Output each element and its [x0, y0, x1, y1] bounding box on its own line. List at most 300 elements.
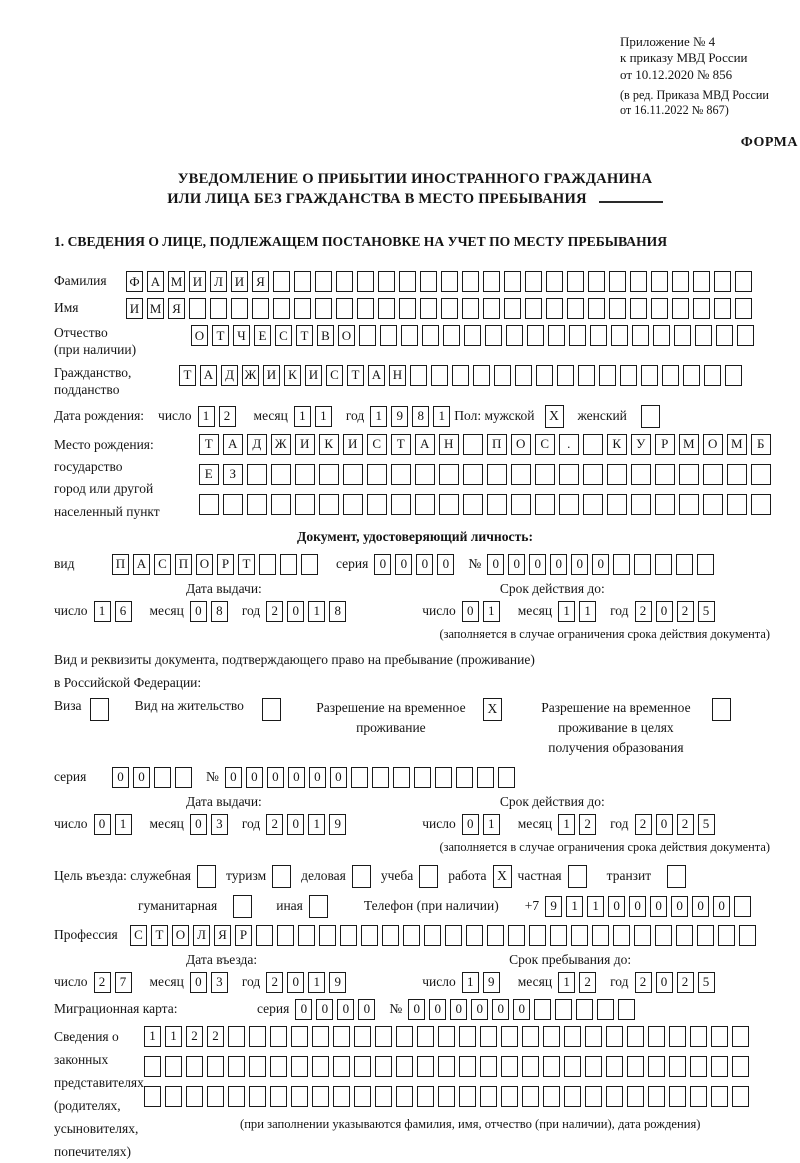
char-box[interactable]: [578, 365, 595, 386]
char-box[interactable]: [714, 298, 731, 319]
char-box[interactable]: Д: [221, 365, 238, 386]
char-box[interactable]: 0: [295, 999, 312, 1020]
char-box[interactable]: [739, 925, 756, 946]
char-box[interactable]: [277, 925, 294, 946]
char-box[interactable]: [569, 325, 586, 346]
char-box[interactable]: [456, 767, 473, 788]
char-box[interactable]: [301, 554, 318, 575]
char-box[interactable]: У: [631, 434, 651, 455]
char-box[interactable]: [525, 298, 542, 319]
char-box[interactable]: [252, 298, 269, 319]
char-box[interactable]: Т: [238, 554, 255, 575]
char-box[interactable]: [634, 925, 651, 946]
char-box[interactable]: 1: [433, 406, 450, 427]
char-box[interactable]: 1: [579, 601, 596, 622]
char-box[interactable]: И: [263, 365, 280, 386]
char-box[interactable]: [340, 925, 357, 946]
char-box[interactable]: Е: [199, 464, 219, 485]
char-box[interactable]: В: [317, 325, 334, 346]
char-box[interactable]: [535, 464, 555, 485]
char-box[interactable]: [441, 298, 458, 319]
char-box[interactable]: [672, 298, 689, 319]
char-box[interactable]: [410, 365, 427, 386]
char-box[interactable]: [522, 1086, 539, 1107]
char-box[interactable]: [271, 494, 291, 515]
char-box[interactable]: М: [727, 434, 747, 455]
char-box[interactable]: [378, 298, 395, 319]
char-box[interactable]: [333, 1056, 350, 1077]
char-box[interactable]: [186, 1056, 203, 1077]
char-box[interactable]: [295, 464, 315, 485]
char-box[interactable]: 0: [429, 999, 446, 1020]
char-box[interactable]: Т: [347, 365, 364, 386]
char-box[interactable]: 2: [207, 1026, 224, 1047]
char-box[interactable]: 0: [287, 972, 304, 993]
char-box[interactable]: 0: [337, 999, 354, 1020]
char-box[interactable]: 1: [558, 972, 575, 993]
char-box[interactable]: [618, 999, 635, 1020]
char-box[interactable]: [546, 298, 563, 319]
char-box[interactable]: [583, 494, 603, 515]
char-box[interactable]: И: [126, 298, 143, 319]
char-box[interactable]: [378, 271, 395, 292]
char-box[interactable]: [354, 1026, 371, 1047]
char-box[interactable]: 9: [545, 896, 562, 917]
char-box[interactable]: [732, 1086, 749, 1107]
purpose-transit-checkbox[interactable]: [667, 865, 686, 888]
char-box[interactable]: [648, 1026, 665, 1047]
char-box[interactable]: С: [275, 325, 292, 346]
char-box[interactable]: [585, 1026, 602, 1047]
char-box[interactable]: 1: [558, 814, 575, 835]
char-box[interactable]: [607, 494, 627, 515]
char-box[interactable]: [655, 925, 672, 946]
char-box[interactable]: [485, 325, 502, 346]
char-box[interactable]: [294, 271, 311, 292]
char-box[interactable]: [463, 464, 483, 485]
char-box[interactable]: 1: [308, 972, 325, 993]
char-box[interactable]: [435, 767, 452, 788]
char-box[interactable]: [280, 554, 297, 575]
char-box[interactable]: О: [338, 325, 355, 346]
char-box[interactable]: 2: [635, 972, 652, 993]
char-box[interactable]: [653, 325, 670, 346]
char-box[interactable]: 9: [391, 406, 408, 427]
char-box[interactable]: Я: [252, 271, 269, 292]
char-box[interactable]: 2: [266, 601, 283, 622]
char-box[interactable]: Т: [151, 925, 168, 946]
char-box[interactable]: [588, 298, 605, 319]
char-box[interactable]: 5: [698, 601, 715, 622]
char-box[interactable]: [620, 365, 637, 386]
char-box[interactable]: С: [130, 925, 147, 946]
char-box[interactable]: [420, 298, 437, 319]
char-box[interactable]: 2: [579, 972, 596, 993]
char-box[interactable]: [207, 1086, 224, 1107]
char-box[interactable]: [648, 1056, 665, 1077]
char-box[interactable]: [396, 1026, 413, 1047]
char-box[interactable]: [375, 1056, 392, 1077]
char-box[interactable]: [651, 298, 668, 319]
char-box[interactable]: 0: [571, 554, 588, 575]
char-box[interactable]: 8: [211, 601, 228, 622]
char-box[interactable]: 1: [115, 814, 132, 835]
char-box[interactable]: [361, 925, 378, 946]
char-box[interactable]: [511, 494, 531, 515]
char-box[interactable]: [270, 1026, 287, 1047]
char-box[interactable]: [679, 464, 699, 485]
char-box[interactable]: [210, 298, 227, 319]
char-box[interactable]: 2: [219, 406, 236, 427]
char-box[interactable]: 0: [288, 767, 305, 788]
char-box[interactable]: 1: [558, 601, 575, 622]
char-box[interactable]: [564, 1026, 581, 1047]
char-box[interactable]: 1: [294, 406, 311, 427]
char-box[interactable]: [630, 271, 647, 292]
char-box[interactable]: [459, 1056, 476, 1077]
char-box[interactable]: [751, 464, 771, 485]
char-box[interactable]: 2: [677, 601, 694, 622]
char-box[interactable]: О: [511, 434, 531, 455]
char-box[interactable]: [154, 767, 171, 788]
char-box[interactable]: [669, 1056, 686, 1077]
char-box[interactable]: [690, 1086, 707, 1107]
char-box[interactable]: 0: [94, 814, 111, 835]
char-box[interactable]: [445, 925, 462, 946]
char-box[interactable]: [319, 464, 339, 485]
char-box[interactable]: 1: [165, 1026, 182, 1047]
char-box[interactable]: [583, 464, 603, 485]
char-box[interactable]: Б: [751, 434, 771, 455]
char-box[interactable]: [501, 1026, 518, 1047]
char-box[interactable]: [641, 365, 658, 386]
char-box[interactable]: [631, 494, 651, 515]
visa-checkbox[interactable]: [90, 698, 109, 721]
char-box[interactable]: [391, 464, 411, 485]
char-box[interactable]: [543, 1026, 560, 1047]
char-box[interactable]: [732, 1026, 749, 1047]
char-box[interactable]: [585, 1086, 602, 1107]
char-box[interactable]: [247, 494, 267, 515]
char-box[interactable]: 2: [94, 972, 111, 993]
char-box[interactable]: [247, 464, 267, 485]
char-box[interactable]: 0: [358, 999, 375, 1020]
char-box[interactable]: [375, 1026, 392, 1047]
char-box[interactable]: [291, 1026, 308, 1047]
char-box[interactable]: 0: [508, 554, 525, 575]
char-box[interactable]: 0: [471, 999, 488, 1020]
char-box[interactable]: [669, 1086, 686, 1107]
char-box[interactable]: [483, 298, 500, 319]
char-box[interactable]: [438, 1026, 455, 1047]
char-box[interactable]: [611, 325, 628, 346]
char-box[interactable]: [431, 365, 448, 386]
char-box[interactable]: А: [368, 365, 385, 386]
purpose-official-checkbox[interactable]: [197, 865, 216, 888]
char-box[interactable]: [256, 925, 273, 946]
char-box[interactable]: [703, 464, 723, 485]
char-box[interactable]: Т: [179, 365, 196, 386]
char-box[interactable]: [422, 325, 439, 346]
char-box[interactable]: [703, 494, 723, 515]
char-box[interactable]: [498, 767, 515, 788]
char-box[interactable]: 2: [635, 601, 652, 622]
char-box[interactable]: [627, 1026, 644, 1047]
char-box[interactable]: З: [223, 464, 243, 485]
char-box[interactable]: [199, 494, 219, 515]
char-box[interactable]: 1: [587, 896, 604, 917]
char-box[interactable]: Н: [439, 434, 459, 455]
char-box[interactable]: 0: [656, 972, 673, 993]
char-box[interactable]: [711, 1026, 728, 1047]
char-box[interactable]: [592, 925, 609, 946]
char-box[interactable]: [690, 1056, 707, 1077]
char-box[interactable]: [401, 325, 418, 346]
char-box[interactable]: [704, 365, 721, 386]
char-box[interactable]: 0: [692, 896, 709, 917]
char-box[interactable]: [466, 925, 483, 946]
char-box[interactable]: [606, 1026, 623, 1047]
char-box[interactable]: О: [196, 554, 213, 575]
char-box[interactable]: [443, 325, 460, 346]
char-box[interactable]: [165, 1086, 182, 1107]
char-box[interactable]: Л: [210, 271, 227, 292]
char-box[interactable]: [669, 1026, 686, 1047]
char-box[interactable]: [463, 494, 483, 515]
char-box[interactable]: [439, 494, 459, 515]
char-box[interactable]: [716, 325, 733, 346]
char-box[interactable]: Д: [247, 434, 267, 455]
char-box[interactable]: [231, 298, 248, 319]
char-box[interactable]: [477, 767, 494, 788]
char-box[interactable]: [372, 767, 389, 788]
char-box[interactable]: 0: [316, 999, 333, 1020]
char-box[interactable]: [527, 325, 544, 346]
char-box[interactable]: [535, 494, 555, 515]
char-box[interactable]: О: [172, 925, 189, 946]
char-box[interactable]: [417, 1026, 434, 1047]
char-box[interactable]: [559, 494, 579, 515]
char-box[interactable]: 0: [656, 814, 673, 835]
char-box[interactable]: [525, 271, 542, 292]
char-box[interactable]: [651, 271, 668, 292]
char-box[interactable]: [508, 925, 525, 946]
char-box[interactable]: [546, 271, 563, 292]
temp-residence-edu-checkbox[interactable]: [712, 698, 731, 721]
char-box[interactable]: [312, 1086, 329, 1107]
char-box[interactable]: [459, 1086, 476, 1107]
char-box[interactable]: Р: [655, 434, 675, 455]
char-box[interactable]: [380, 325, 397, 346]
char-box[interactable]: [714, 271, 731, 292]
char-box[interactable]: 0: [190, 814, 207, 835]
char-box[interactable]: [354, 1056, 371, 1077]
char-box[interactable]: 0: [374, 554, 391, 575]
char-box[interactable]: [439, 464, 459, 485]
char-box[interactable]: [583, 434, 603, 455]
char-box[interactable]: Е: [254, 325, 271, 346]
char-box[interactable]: [606, 1056, 623, 1077]
purpose-other-checkbox[interactable]: [309, 895, 328, 918]
char-box[interactable]: М: [168, 271, 185, 292]
char-box[interactable]: М: [679, 434, 699, 455]
char-box[interactable]: 0: [309, 767, 326, 788]
char-box[interactable]: [555, 999, 572, 1020]
char-box[interactable]: 2: [635, 814, 652, 835]
char-box[interactable]: [607, 464, 627, 485]
char-box[interactable]: [424, 925, 441, 946]
char-box[interactable]: [480, 1086, 497, 1107]
char-box[interactable]: А: [147, 271, 164, 292]
char-box[interactable]: А: [133, 554, 150, 575]
char-box[interactable]: Р: [235, 925, 252, 946]
char-box[interactable]: 7: [115, 972, 132, 993]
char-box[interactable]: 2: [677, 814, 694, 835]
char-box[interactable]: [249, 1026, 266, 1047]
char-box[interactable]: Т: [199, 434, 219, 455]
char-box[interactable]: [319, 925, 336, 946]
char-box[interactable]: [315, 298, 332, 319]
char-box[interactable]: [727, 494, 747, 515]
char-box[interactable]: [343, 464, 363, 485]
char-box[interactable]: [480, 1056, 497, 1077]
char-box[interactable]: [564, 1056, 581, 1077]
char-box[interactable]: 0: [713, 896, 730, 917]
char-box[interactable]: [734, 896, 751, 917]
char-box[interactable]: [223, 494, 243, 515]
char-box[interactable]: [259, 554, 276, 575]
char-box[interactable]: [631, 464, 651, 485]
char-box[interactable]: [462, 298, 479, 319]
char-box[interactable]: [357, 271, 374, 292]
char-box[interactable]: 2: [266, 814, 283, 835]
char-box[interactable]: 5: [698, 972, 715, 993]
char-box[interactable]: [655, 494, 675, 515]
char-box[interactable]: [672, 271, 689, 292]
char-box[interactable]: [627, 1086, 644, 1107]
char-box[interactable]: [630, 298, 647, 319]
char-box[interactable]: [403, 925, 420, 946]
char-box[interactable]: 0: [592, 554, 609, 575]
char-box[interactable]: 0: [190, 601, 207, 622]
char-box[interactable]: И: [189, 271, 206, 292]
char-box[interactable]: О: [191, 325, 208, 346]
char-box[interactable]: 6: [115, 601, 132, 622]
char-box[interactable]: [529, 925, 546, 946]
char-box[interactable]: [393, 767, 410, 788]
char-box[interactable]: [399, 271, 416, 292]
char-box[interactable]: 0: [287, 814, 304, 835]
char-box[interactable]: [590, 325, 607, 346]
char-box[interactable]: [674, 325, 691, 346]
char-box[interactable]: [559, 464, 579, 485]
char-box[interactable]: [718, 925, 735, 946]
char-box[interactable]: [557, 365, 574, 386]
char-box[interactable]: [319, 494, 339, 515]
char-box[interactable]: [504, 298, 521, 319]
char-box[interactable]: [333, 1086, 350, 1107]
char-box[interactable]: К: [284, 365, 301, 386]
char-box[interactable]: [693, 298, 710, 319]
char-box[interactable]: [522, 1056, 539, 1077]
char-box[interactable]: [228, 1056, 245, 1077]
char-box[interactable]: М: [147, 298, 164, 319]
char-box[interactable]: [396, 1056, 413, 1077]
char-box[interactable]: [417, 1056, 434, 1077]
char-box[interactable]: 1: [315, 406, 332, 427]
char-box[interactable]: .: [559, 434, 579, 455]
char-box[interactable]: И: [295, 434, 315, 455]
char-box[interactable]: [228, 1086, 245, 1107]
purpose-work-checkbox[interactable]: X: [493, 865, 512, 888]
char-box[interactable]: 0: [267, 767, 284, 788]
char-box[interactable]: 0: [671, 896, 688, 917]
char-box[interactable]: [438, 1056, 455, 1077]
char-box[interactable]: Т: [212, 325, 229, 346]
char-box[interactable]: [567, 298, 584, 319]
char-box[interactable]: [571, 925, 588, 946]
purpose-business-checkbox[interactable]: [352, 865, 371, 888]
char-box[interactable]: Ф: [126, 271, 143, 292]
char-box[interactable]: Ж: [242, 365, 259, 386]
char-box[interactable]: [501, 1086, 518, 1107]
char-box[interactable]: [273, 271, 290, 292]
char-box[interactable]: 1: [198, 406, 215, 427]
char-box[interactable]: С: [326, 365, 343, 386]
char-box[interactable]: [336, 271, 353, 292]
char-box[interactable]: Т: [296, 325, 313, 346]
char-box[interactable]: [312, 1026, 329, 1047]
char-box[interactable]: [415, 464, 435, 485]
char-box[interactable]: А: [415, 434, 435, 455]
char-box[interactable]: 8: [329, 601, 346, 622]
char-box[interactable]: А: [223, 434, 243, 455]
char-box[interactable]: [312, 1056, 329, 1077]
char-box[interactable]: [270, 1056, 287, 1077]
char-box[interactable]: 0: [462, 601, 479, 622]
char-box[interactable]: 3: [211, 814, 228, 835]
char-box[interactable]: [463, 434, 483, 455]
char-box[interactable]: [207, 1056, 224, 1077]
char-box[interactable]: [298, 925, 315, 946]
char-box[interactable]: 0: [246, 767, 263, 788]
char-box[interactable]: [690, 1026, 707, 1047]
char-box[interactable]: 1: [370, 406, 387, 427]
char-box[interactable]: 0: [330, 767, 347, 788]
char-box[interactable]: 1: [462, 972, 479, 993]
char-box[interactable]: [515, 365, 532, 386]
char-box[interactable]: Н: [389, 365, 406, 386]
char-box[interactable]: [315, 271, 332, 292]
char-box[interactable]: [534, 999, 551, 1020]
char-box[interactable]: 1: [483, 601, 500, 622]
char-box[interactable]: 0: [656, 601, 673, 622]
char-box[interactable]: 0: [513, 999, 530, 1020]
char-box[interactable]: 3: [211, 972, 228, 993]
char-box[interactable]: [417, 1086, 434, 1107]
char-box[interactable]: [382, 925, 399, 946]
char-box[interactable]: [473, 365, 490, 386]
char-box[interactable]: 1: [483, 814, 500, 835]
char-box[interactable]: С: [367, 434, 387, 455]
char-box[interactable]: 0: [487, 554, 504, 575]
sex-female-checkbox[interactable]: [641, 405, 660, 428]
char-box[interactable]: [462, 271, 479, 292]
char-box[interactable]: [270, 1086, 287, 1107]
char-box[interactable]: [725, 365, 742, 386]
char-box[interactable]: [487, 464, 507, 485]
char-box[interactable]: [249, 1086, 266, 1107]
